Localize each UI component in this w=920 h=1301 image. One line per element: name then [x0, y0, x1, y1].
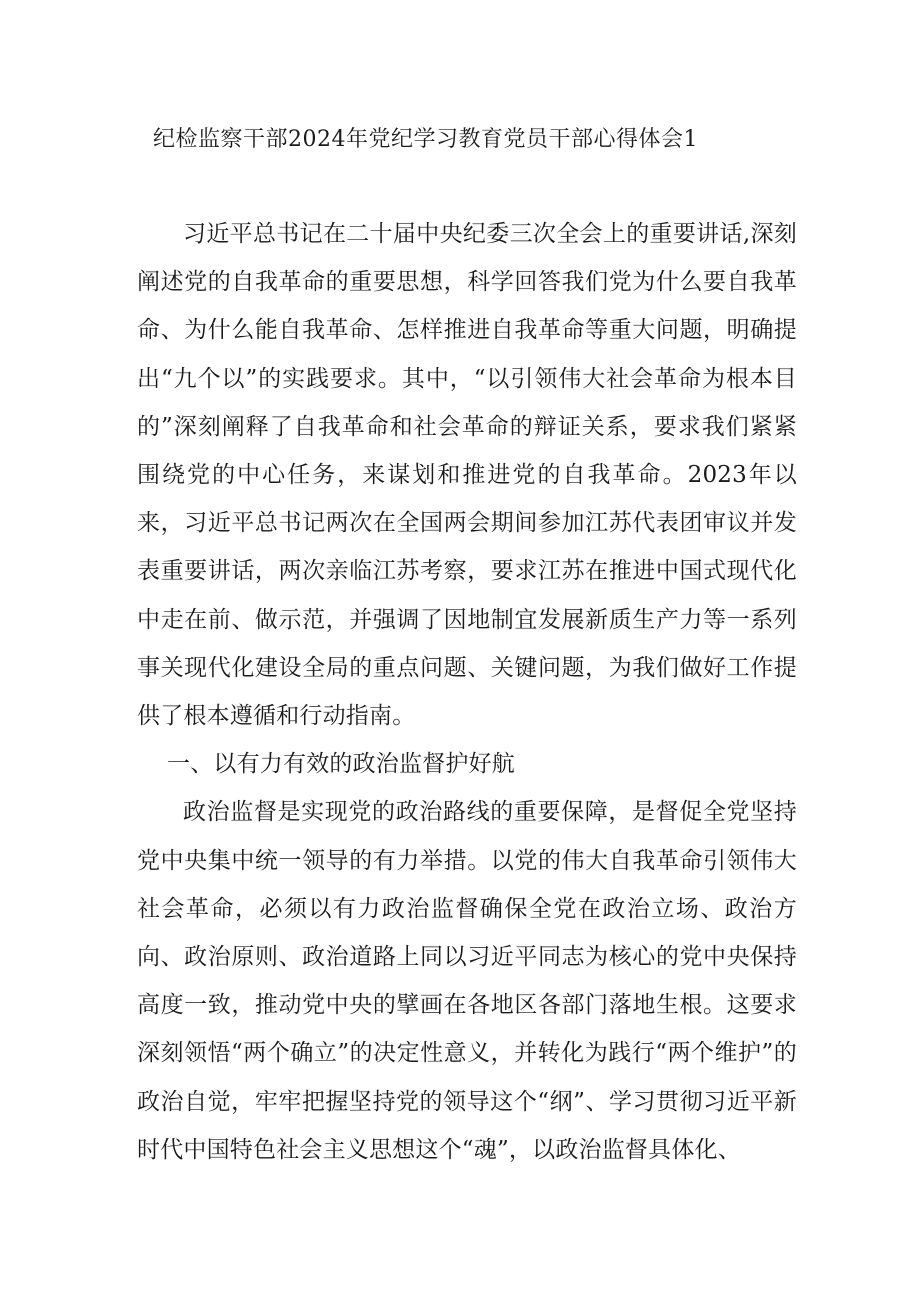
section-heading-political-supervision: 一、以有力有效的政治监督护好航	[167, 751, 515, 778]
document-body	[137, 210, 797, 1174]
document-title: 纪检监察干部2024年党纪学习教育党员干部心得体会1	[153, 127, 698, 152]
paragraph-intro: 习近平总书记在二十届中央纪委三次全会上的重要讲话,深刻阐述党的自我革命的重要思想，科学回答我们党为什么要自我革命、为什么能自我革命、怎样推进自我革命等重大问题，明确提出“九个以”的实践要求。其中，“以引领伟大社会革命为根本目的”深刻阐释了自我革命和社会革命的辩证关系，要求我们紧紧围绕党的中心任务，来谋划和推进党的自我革命。2023年以来，习近平总书记两次在全国两会期间参加江苏代表团审议并发表重要讲话，两次亲临江苏考察，要求江苏在推进中国式现代化中走在前、做示范，并强调了因地制宜发展新质生产力等一系列事关现代化建设全局的重点问题、关键问题，为我们做好工作提供了根本遵循和行动指南。	[137, 221, 797, 730]
paragraph-political-supervision: 政治监督是实现党的政治路线的重要保障，是督促全党坚持党中央集中统一领导的有力举措。以党的伟大自我革命引领伟大社会革命，必须以有力政治监督确保全党在政治立场、政治方向、政治原则、政治道路上同以习近平同志为核心的党中央保持高度一致，推动党中央的擘画在各地区各部门落地生根。这要求深刻领悟“两个确立”的决定性意义，并转化为践行“两个维护”的政治自觉，牢牢把握坚持党的领导这个“纲”、学习贯彻习近平新时代中国特色社会主义思想这个“魂”，以政治监督具体化、	[137, 799, 797, 1163]
